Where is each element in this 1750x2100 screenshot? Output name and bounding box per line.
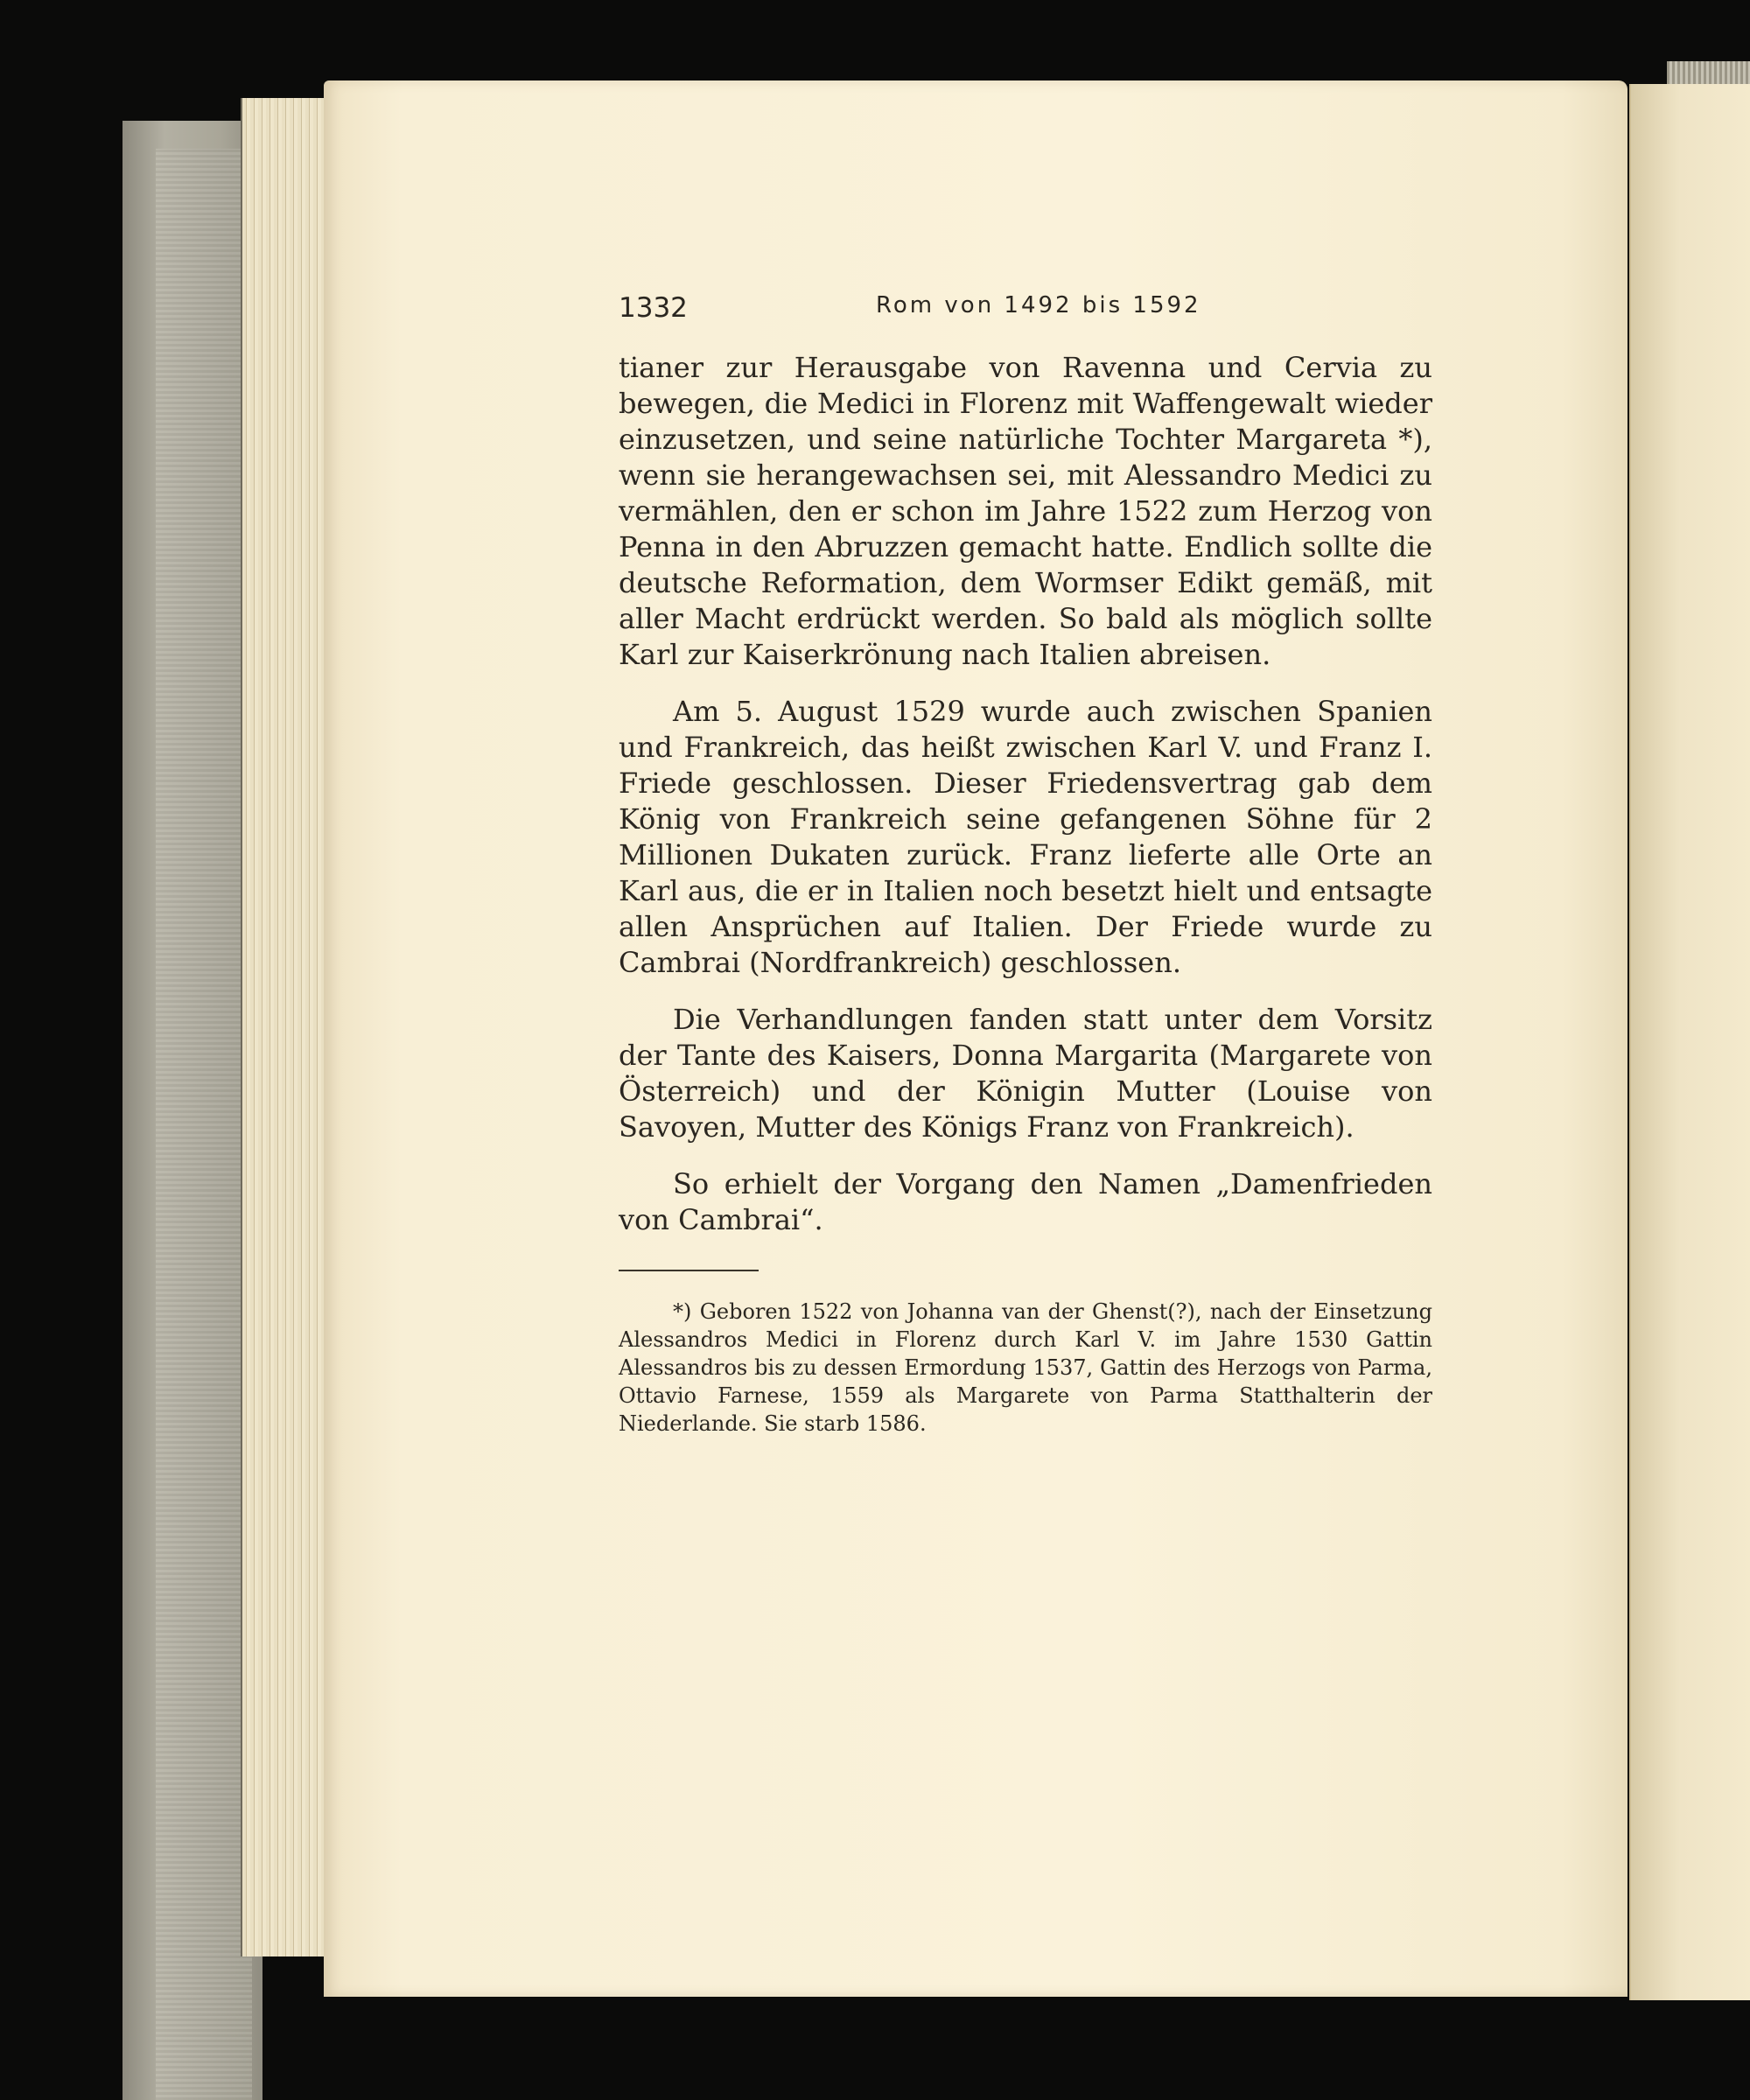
facing-page-edge	[1629, 84, 1750, 2000]
footnote-divider	[619, 1270, 759, 1271]
running-title: Rom von 1492 bis 1592	[876, 292, 1201, 318]
paragraph: Die Verhandlungen fanden statt unter dem Vorsitz der Tante des Kaisers, Donna Margarita (Margarete von Österreich) und der Königin Mutter (Louise von Savoyen, Mutter des Königs Franz von Frankreich).	[619, 1003, 1432, 1144]
running-header	[619, 280, 1432, 326]
footnote: *) Geboren 1522 von Johanna van der Ghenst(?), nach der Einsetzung Alessandros Medici in Florenz durch Karl V. im Jahre 1530 Gattin Alessandros bis zu dessen Ermordung 1537, Gattin des Herzogs von Parma, Ottavio Farnese, 1559 als Margarete von Parma Statthalterin der Niederlande. Sie starb 1586.	[619, 1299, 1432, 1436]
paragraph: Am 5. August 1529 wurde auch zwischen Spanien und Frankreich, das heißt zwischen Karl V. und Franz I. Friede geschlossen. Dieser Friedensvertrag gab dem König von Frankreich seine gefangenen Söhne für 2 Millionen Dukaten zurück. Franz lieferte alle Orte an Karl aus, die er in Italien noch besetzt hielt und entsagte allen Ansprüchen auf Italien. Der Friede wurde zu Cambrai (Nordfrankreich) geschlossen.	[619, 695, 1432, 979]
book-cloth-binding	[156, 149, 252, 2100]
page-content	[619, 280, 1432, 1438]
paragraph: tianer zur Herausgabe von Ravenna und Cervia zu bewegen, die Medici in Florenz mit Waffengewalt wieder einzusetzen, und seine natürliche Tochter Margareta *), wenn sie herangewachsen sei, mit Alessandro Medici zu vermählen, den er schon im Jahre 1522 zum Herzog von Penna in den Abruzzen gemacht hatte. Endlich sollte die deutsche Reformation, dem Wormser Edikt gemäß, mit aller Macht erdrückt werden. So bald als möglich sollte Karl zur Kaiserkrönung nach Italien abreisen.	[619, 351, 1432, 671]
page-number: 1332	[619, 292, 688, 324]
page-edges	[241, 98, 330, 1956]
paragraph: So erhielt der Vorgang den Namen „Damenfrieden von Cambrai“.	[619, 1167, 1432, 1236]
body-text	[619, 350, 1432, 1238]
